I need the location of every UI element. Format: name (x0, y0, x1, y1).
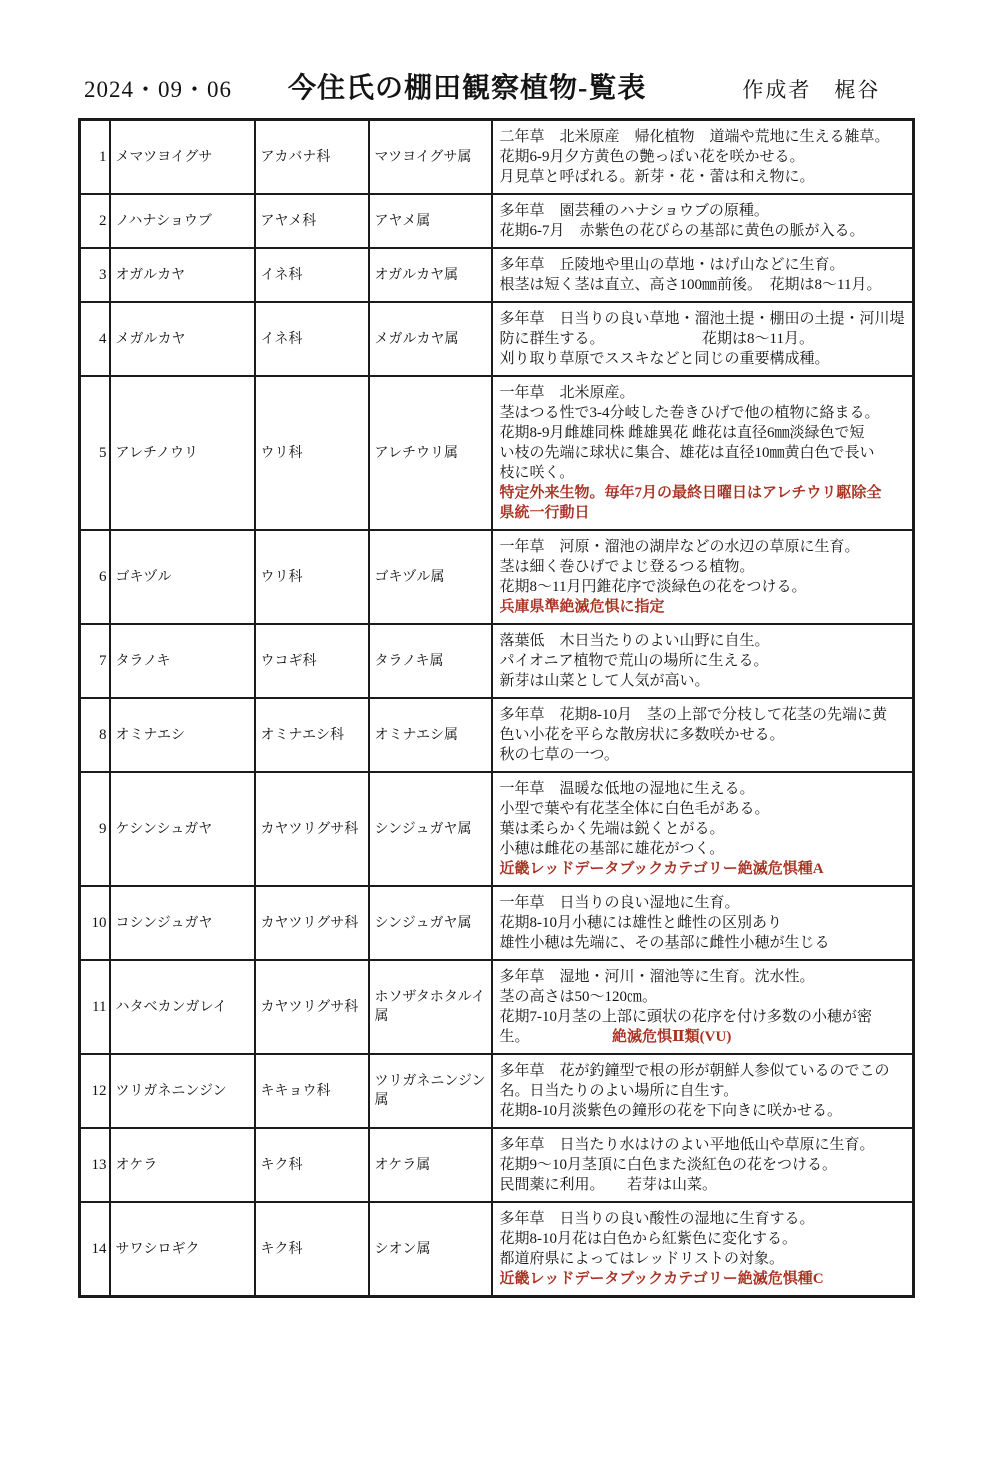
plant-genus: オミナエシ属 (369, 698, 492, 772)
plant-name: オガルカヤ (110, 248, 255, 302)
description-line: 多年草 日当りの良い酸性の湿地に生育する。 (499, 1211, 815, 1227)
row-number: 11 (80, 960, 110, 1054)
description-line: 一年草 河原・溜池の湖岸などの水辺の草原に生育。 (499, 539, 860, 555)
description-line: 多年草 花期8-10月 茎の上部で分枝して花茎の先端に黄 (499, 707, 887, 723)
row-number: 3 (80, 248, 110, 302)
plant-name: ツリガネニンジン (110, 1054, 255, 1128)
table-row (80, 624, 914, 698)
description-line: い枝の先端に球状に集合、雄花は直径10㎜黄白色で長い (499, 445, 875, 461)
plant-description (492, 120, 914, 195)
description-line: 花期8-10月花は白色から紅紫色に変化する。 (499, 1231, 797, 1247)
plant-description (492, 302, 914, 376)
description-line: 生。 絶滅危惧Ⅱ類(VU) (499, 1029, 732, 1045)
description-line: 民間薬に利用。 若芽は山菜。 (499, 1177, 718, 1193)
table-row (80, 376, 914, 530)
description-line: 特定外来生物。毎年7月の最終日曜日はアレチウリ駆除全 (499, 485, 882, 501)
row-number: 5 (80, 376, 110, 530)
plant-genus: メガルカヤ属 (369, 302, 492, 376)
plant-table-body (80, 120, 914, 1297)
description-line: 茎はつる性で3-4分岐した巻きひげで他の植物に絡まる。 (499, 405, 880, 421)
plant-name: オミナエシ (110, 698, 255, 772)
description-line: 多年草 日当たり水はけのよい平地低山や草原に生育。 (499, 1137, 875, 1153)
plant-description (492, 530, 914, 624)
plant-genus: アレチウリ属 (369, 376, 492, 530)
plant-description (492, 376, 914, 530)
document-header (84, 66, 1000, 106)
plant-name: ゴキヅル (110, 530, 255, 624)
plant-genus: タラノキ属 (369, 624, 492, 698)
description-line: 小穂は雌花の基部に雄花がつく。 (499, 841, 725, 857)
plant-genus: シオン属 (369, 1202, 492, 1297)
description-line: 多年草 日当りの良い草地・溜池土提・棚田の土提・河川堤 (499, 311, 905, 327)
plant-name: メマツヨイグサ (110, 120, 255, 195)
row-number: 13 (80, 1128, 110, 1202)
description-line: 新芽は山菜として人気が高い。 (499, 673, 710, 689)
description-line: 色い小花を平らな散房状に多数咲かせる。 (499, 727, 785, 743)
row-number: 10 (80, 886, 110, 960)
plant-family: アヤメ科 (255, 194, 369, 248)
plant-name: オケラ (110, 1128, 255, 1202)
plant-description (492, 624, 914, 698)
plant-family: キク科 (255, 1128, 369, 1202)
description-line: 多年草 湿地・河川・溜池等に生育。沈水性。 (499, 969, 815, 985)
description-line: 防に群生する。 花期は8～11月。 (499, 331, 814, 347)
description-line: 花期8-10月淡紫色の鐘形の花を下向きに咲かせる。 (499, 1103, 842, 1119)
description-line: 名。日当たりのよい場所に自生す。 (499, 1083, 739, 1099)
description-line: 花期6-9月夕方黄色の艶っぽい花を咲かせる。 (499, 149, 805, 165)
plant-family: アカバナ科 (255, 120, 369, 195)
plant-genus: ゴキヅル属 (369, 530, 492, 624)
description-line: 月見草と呼ばれる。新芽・花・蕾は和え物に。 (499, 169, 815, 185)
plant-name: ハタベカンガレイ (110, 960, 255, 1054)
row-number: 9 (80, 772, 110, 886)
description-line: パイオニア植物で荒山の場所に生える。 (499, 653, 769, 669)
document-page (0, 66, 1000, 1298)
description-line: 多年草 園芸種のハナショウブの原種。 (499, 203, 769, 219)
description-line: 花期8-10月小穂には雄性と雌性の区別あり (499, 915, 782, 931)
table-row (80, 248, 914, 302)
description-line: 近畿レッドデータブックカテゴリー絶滅危惧種C (499, 1271, 824, 1287)
row-number: 7 (80, 624, 110, 698)
row-number: 2 (80, 194, 110, 248)
description-line: 落葉低 木日当たりのよい山野に自生。 (499, 633, 770, 649)
plant-family: カヤツリグサ科 (255, 960, 369, 1054)
row-number: 6 (80, 530, 110, 624)
plant-family: カヤツリグサ科 (255, 772, 369, 886)
description-line: 一年草 温暖な低地の湿地に生える。 (499, 781, 755, 797)
description-line: 花期8-9月雌雄同株 雌雄異花 雌花は直径6㎜淡緑色で短 (499, 425, 865, 441)
row-number: 1 (80, 120, 110, 195)
plant-family: キク科 (255, 1202, 369, 1297)
plant-description (492, 194, 914, 248)
description-line: 近畿レッドデータブックカテゴリー絶滅危惧種A (499, 861, 824, 877)
plant-family: カヤツリグサ科 (255, 886, 369, 960)
table-row (80, 120, 914, 195)
plant-name: コシンジュガヤ (110, 886, 255, 960)
plant-genus: シンジュガヤ属 (369, 772, 492, 886)
plant-observation-table (78, 118, 915, 1298)
description-line: 葉は柔らかく先端は鋭くとがる。 (499, 821, 725, 837)
table-row (80, 886, 914, 960)
plant-description (492, 1202, 914, 1297)
plant-family: ウリ科 (255, 530, 369, 624)
table-row (80, 530, 914, 624)
row-number: 4 (80, 302, 110, 376)
plant-genus: オガルカヤ属 (369, 248, 492, 302)
description-line: 秋の七草の一つ。 (499, 747, 619, 763)
description-line: 小型で葉や有花茎全体に白色毛がある。 (499, 801, 770, 817)
plant-name: ノハナショウブ (110, 194, 255, 248)
table-row (80, 302, 914, 376)
plant-genus: ホソザタホタルイ属 (369, 960, 492, 1054)
plant-genus: アヤメ属 (369, 194, 492, 248)
description-line: 花期6-7月 赤紫色の花びらの基部に黄色の脈が入る。 (499, 223, 865, 239)
plant-family: オミナエシ科 (255, 698, 369, 772)
author-label: 作成者 梶谷 (742, 78, 881, 102)
plant-family: イネ科 (255, 302, 369, 376)
row-number: 8 (80, 698, 110, 772)
table-row (80, 1202, 914, 1297)
plant-family: キキョウ科 (255, 1054, 369, 1128)
table-row (80, 1128, 914, 1202)
description-line: 雄性小穂は先端に、その基部に雌性小穂が生じる (499, 935, 830, 951)
description-line: 花期8～11月円錐花序で淡緑色の花をつける。 (499, 579, 807, 595)
plant-description (492, 1054, 914, 1128)
table-row (80, 698, 914, 772)
plant-description (492, 1128, 914, 1202)
plant-family: ウコギ科 (255, 624, 369, 698)
plant-description (492, 886, 914, 960)
description-line: 刈り取り草原でススキなどと同じの重要構成種。 (499, 351, 830, 367)
plant-description (492, 772, 914, 886)
description-line: 多年草 花が釣鐘型で根の形が朝鮮人参似ているのでこの (499, 1063, 890, 1079)
row-number: 14 (80, 1202, 110, 1297)
description-line: 茎は細く巻ひげでよじ登るつる植物。 (499, 559, 755, 575)
plant-description (492, 960, 914, 1054)
description-line: 根茎は短く茎は直立、高さ100㎜前後。 花期は8～11月。 (499, 277, 882, 293)
plant-name: ケシンシュガヤ (110, 772, 255, 886)
description-line: 兵庫県準絶滅危惧に指定 (499, 599, 665, 615)
description-line: 多年草 丘陵地や里山の草地・はげ山などに生育。 (499, 257, 845, 273)
description-line: 茎の高さは50～120㎝。 (499, 989, 658, 1005)
plant-family: ウリ科 (255, 376, 369, 530)
plant-genus: ツリガネニンジン属 (369, 1054, 492, 1128)
plant-name: サワシロギク (110, 1202, 255, 1297)
description-line: 枝に咲く。 (499, 465, 575, 481)
description-line: 一年草 北米原産。 (499, 385, 635, 401)
table-row (80, 194, 914, 248)
page-title: 今住氏の棚田観察植物-覧表 (288, 73, 647, 104)
plant-genus: オケラ属 (369, 1128, 492, 1202)
description-line: 花期9～10月茎頂に白色また淡紅色の花をつける。 (499, 1157, 838, 1173)
table-row (80, 960, 914, 1054)
table-row (80, 772, 914, 886)
plant-description (492, 698, 914, 772)
plant-genus: シンジュガヤ属 (369, 886, 492, 960)
plant-name: アレチノウリ (110, 376, 255, 530)
plant-name: メガルカヤ (110, 302, 255, 376)
description-line: 都道府県によってはレッドリストの対象。 (499, 1251, 785, 1267)
table-row (80, 1054, 914, 1128)
plant-family: イネ科 (255, 248, 369, 302)
description-line: 二年草 北米原産 帰化植物 道端や荒地に生える雑草。 (499, 129, 890, 145)
description-line: 県統一行動日 (499, 505, 590, 521)
description-line: 一年草 日当りの良い湿地に生育。 (499, 895, 740, 911)
plant-name: タラノキ (110, 624, 255, 698)
plant-genus: マツヨイグサ属 (369, 120, 492, 195)
description-line: 花期7-10月茎の上部に頭状の花序を付け多数の小穂が密 (499, 1009, 872, 1025)
plant-description (492, 248, 914, 302)
row-number: 12 (80, 1054, 110, 1128)
document-date: 2024・09・06 (84, 77, 232, 102)
